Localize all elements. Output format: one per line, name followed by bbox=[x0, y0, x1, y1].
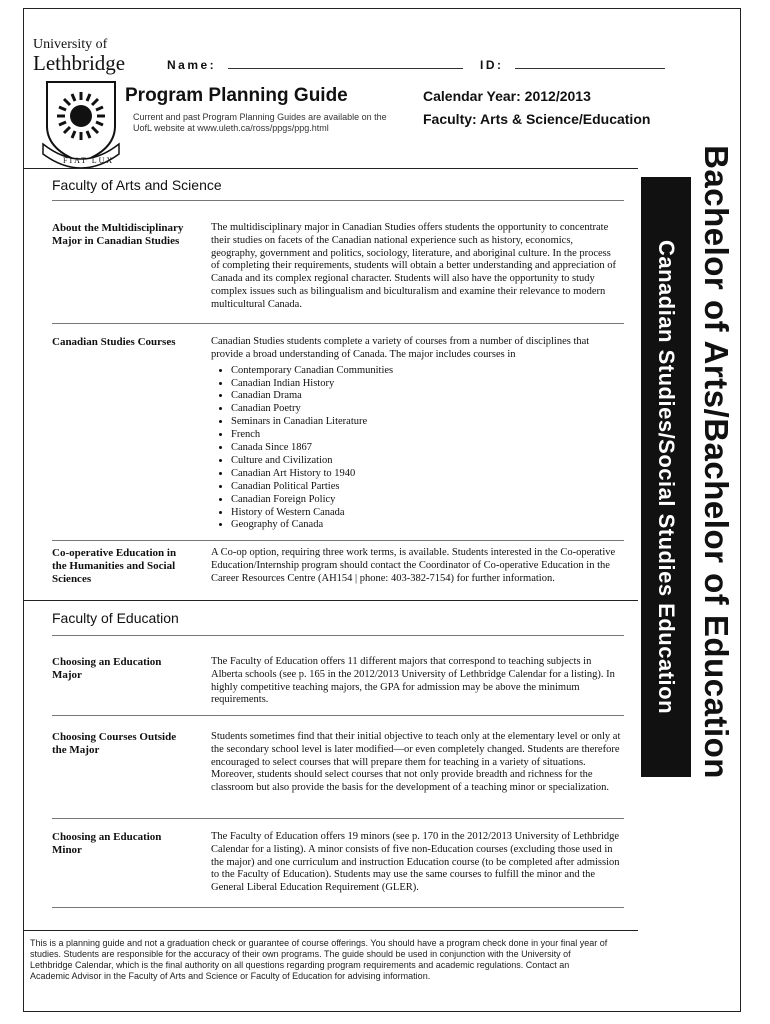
row-label: About the Multidisciplinary Major in Canadian Studies bbox=[52, 222, 184, 247]
row-text: The Faculty of Education offers 11 different majors that correspond to teaching subjects in Alberta schools (see p. 165 in the 2012/2013 University of Lethbridge Calendar for a listing). In highly competitive teaching majors, the GPA for admission may be above the minimum requirements. bbox=[211, 656, 615, 706]
name-field[interactable] bbox=[167, 58, 463, 72]
courses-intro: Canadian Studies students complete a variety of courses from a number of disciplines that provide a broad understanding of Canada. The major includes courses in bbox=[211, 336, 590, 360]
logo-motto: FIAT LUX bbox=[63, 156, 115, 165]
degree-title: Bachelor of Arts/Bachelor of Education bbox=[698, 145, 735, 779]
row-text bbox=[211, 336, 621, 532]
divider bbox=[52, 540, 624, 541]
major-title: Canadian Studies/Social Studies Education bbox=[654, 239, 679, 715]
list-item: • Geography of Canada bbox=[231, 519, 621, 532]
divider bbox=[23, 168, 638, 169]
list-item: • Canadian Poetry bbox=[231, 403, 621, 416]
row-text: A Co-op option, requiring three work terms, is available. Students interested in the Co-operative Education/Internship program should contact the Coordinator of Co-operative Education in the Career Resources Centre (AH154 | phone: 403-382-7154) for further information. bbox=[211, 547, 616, 584]
divider bbox=[23, 930, 638, 931]
name-blank[interactable] bbox=[228, 58, 463, 69]
divider bbox=[52, 200, 624, 201]
id-label: ID: bbox=[480, 58, 504, 72]
row-text: Students sometimes find that their initial objective to teach only at the elementary level or only at the secondary school level is later modified—or even completely changed. Students are therefore encouraged to select courses that will prepare them for teaching in a variety of situations. Moreover, students should select courses that not only provide breadth and richness for the classroom but also provide the basis for the development of a teaching minor or specialization. bbox=[211, 731, 621, 794]
disclaimer: This is a planning guide and not a graduation check or guarantee of course offerings. You should have a program check done in your final year of studies. Students are responsible for the accuracy of their own programs. The guide should be used in conjunction with the University of Lethbridge Calendar, which is the final authority on all questions regarding program requirements and academic regulations. Contact an Academic Advisor in the Faculty of Arts and Science or Faculty of Education for advising information. bbox=[30, 938, 608, 981]
list-item: • Canadian Indian History bbox=[231, 378, 621, 391]
row-label: Choosing an Education Major bbox=[52, 656, 162, 681]
divider bbox=[52, 818, 624, 819]
logo-line2: Lethbridge bbox=[33, 51, 126, 75]
id-blank[interactable] bbox=[515, 58, 665, 69]
divider bbox=[23, 600, 638, 601]
section-heading-arts-science: Faculty of Arts and Science bbox=[52, 177, 222, 193]
courses-list bbox=[211, 365, 621, 533]
list-item: • Canada Since 1867 bbox=[231, 442, 621, 455]
row-text: The Faculty of Education offers 19 minors (see p. 170 in the 2012/2013 University of Lethbridge Calendar for a listing). A minor consists of five non-Education courses (excluding those used in the major) and one curriculum and instruction Education course (to be completed after admission to the Faculty of Education). Students may use the same courses to fulfill the minor and the General Liberal Education Requirement (GLER). bbox=[211, 831, 620, 894]
list-item: • Contemporary Canadian Communities bbox=[231, 365, 621, 378]
list-item: • Culture and Civilization bbox=[231, 455, 621, 468]
list-item: • French bbox=[231, 429, 621, 442]
row-label: Choosing an Education Minor bbox=[52, 831, 162, 856]
divider bbox=[52, 323, 624, 324]
planning-guides-note: Current and past Program Planning Guides are available on the UofL website at www.uleth.ca/ross/ppgs/ppg.html bbox=[133, 112, 387, 133]
logo-line1: University of bbox=[33, 37, 108, 52]
list-item: • Canadian Drama bbox=[231, 390, 621, 403]
id-field[interactable] bbox=[480, 58, 665, 72]
crest-icon bbox=[41, 78, 121, 168]
list-item: • Seminars in Canadian Literature bbox=[231, 416, 621, 429]
list-item: • Canadian Political Parties bbox=[231, 481, 621, 494]
university-logo bbox=[33, 38, 133, 173]
divider bbox=[52, 635, 624, 636]
row-label: Co-operative Education in the Humanities and Social Sciences bbox=[52, 547, 177, 585]
faculty: Faculty: Arts & Science/Education bbox=[423, 111, 651, 127]
list-item: • History of Western Canada bbox=[231, 507, 621, 520]
row-label: Choosing Courses Outside the Major bbox=[52, 731, 177, 756]
row-text: The multidisciplinary major in Canadian Studies offers students the opportunity to concentrate their studies on facets of the Canadian national experience such as history, economics, geography, government and politics, sociology, literature, and aboriginal culture. In the process of completing their requirements, students will obtain a better understanding and appreciation of Canada and its complex regional character. Students will also have the opportunity to study complex issues such as bilingualism and biculturalism and examine their relevance to modern multicultural Canada. bbox=[211, 222, 617, 310]
name-label: Name: bbox=[167, 58, 217, 72]
row-label: Canadian Studies Courses bbox=[52, 336, 176, 348]
page-title: Program Planning Guide bbox=[125, 85, 348, 106]
section-heading-education: Faculty of Education bbox=[52, 610, 179, 626]
divider bbox=[52, 715, 624, 716]
calendar-year: Calendar Year: 2012/2013 bbox=[423, 88, 591, 104]
divider bbox=[52, 907, 624, 908]
list-item: • Canadian Foreign Policy bbox=[231, 494, 621, 507]
list-item: • Canadian Art History to 1940 bbox=[231, 468, 621, 481]
